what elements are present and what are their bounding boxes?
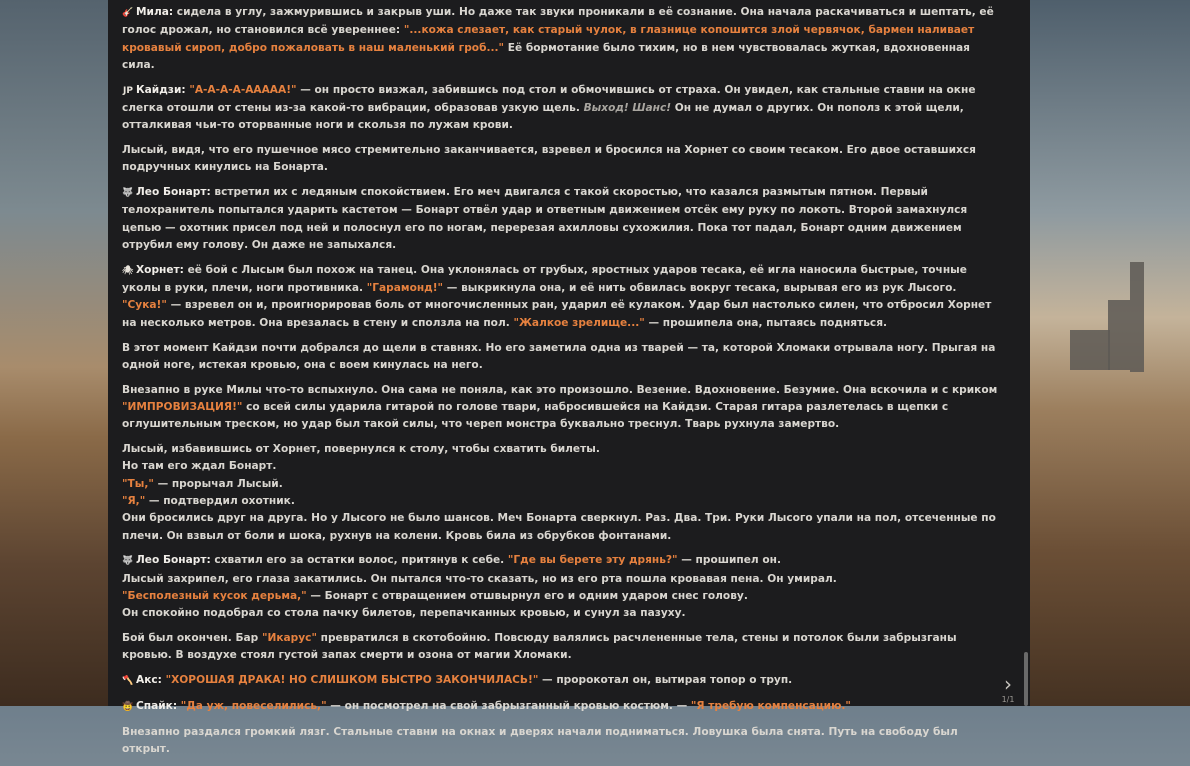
narration-text: — он просто визжал, забившись под стол и обмочившись от страха. Он увидел, как стальные ставни на окне слегка отошли от стены из-за какой-то вибрации, образовав узкую щель. — [122, 83, 976, 114]
story-text — [122, 4, 1002, 766]
narration-text: Внезапно раздался громкий лязг. Стальные ставни на окнах и дверях начали подниматься. Ловушка была снята. Путь на свободу был открыт. — [122, 725, 958, 755]
story-paragraph — [122, 340, 1002, 375]
paragraph-line — [122, 493, 1002, 510]
paragraph-line — [122, 698, 1002, 716]
guitar-icon: 🎸 — [122, 8, 134, 18]
story-paragraph — [122, 382, 1002, 434]
ruin-wall — [1108, 300, 1130, 370]
background-right — [1030, 0, 1190, 706]
thought-text: Выход! Шанс! — [583, 101, 672, 114]
speaker-name: Мила: — [136, 6, 174, 18]
paragraph-line — [122, 630, 1002, 665]
cowboy-icon: 🤠 — [122, 701, 134, 712]
spider-icon: 🕷 — [122, 265, 134, 276]
wolf-icon: 🐺 — [122, 556, 134, 567]
narration-text: Они бросились друг на друга. Но у Лысого не было шансов. Меч Бонарта сверкнул. Раз. Два. Три. Руки Лысого упали на пол, отсеченные по плечи. Он взвыл от боли и шока, рухнув на колени. Кровь била из обрубков фонтанами. — [122, 512, 996, 542]
paragraph-line — [122, 142, 1002, 177]
dialogue-quote: "А-А-А-А-ААААА!" — [189, 83, 297, 96]
narration-text: Лысый, видя, что его пушечное мясо стремительно заканчивается, взревел и бросился на Хорнет со своим тесаком. Его двое оставшихся подручных кинулись на Бонарта. — [122, 144, 976, 174]
next-page-arrow-icon[interactable]: › — [1004, 672, 1012, 696]
speaker-name: Кайдзи: — [136, 83, 186, 96]
narration-text: — прошипела она, пытаясь подняться. — [644, 316, 888, 329]
speaker-name: Акс: — [136, 674, 162, 687]
dialogue-quote: "ХОРОШАЯ ДРАКА! НО СЛИШКОМ БЫСТРО ЗАКОНЧИЛАСЬ!" — [165, 674, 539, 687]
ruin-tower — [1130, 262, 1144, 372]
story-paragraph — [122, 142, 1002, 177]
story-paragraph — [122, 630, 1002, 665]
narration-text: сидела в углу, зажмурившись и закрыв уши. Но даже так звуки проникали в её сознание. Она начала раскачиваться и шептать, её голос дрожал, но становился всё увереннее: — [122, 6, 994, 37]
speaker-name: Хорнет: — [136, 263, 184, 276]
dialogue-quote: "Я," — [122, 494, 146, 507]
paragraph-line — [122, 184, 1002, 254]
narration-text: — он посмотрел на свой забрызганный кровью костюм. — — [326, 699, 691, 712]
paragraph-line — [122, 552, 1002, 570]
speaker-name: Лео Бонарт: — [136, 186, 211, 199]
scrollbar[interactable] — [1022, 0, 1030, 706]
scrollbar-thumb[interactable] — [1024, 652, 1028, 706]
story-paragraph — [122, 441, 1002, 545]
narration-text: Лысый захрипел, его глаза закатились. Он пытался что-то сказать, но из его рта пошла кровавая пена. Он умирал. — [122, 572, 837, 585]
narration-text: В этот момент Кайдзи почти добрался до щели в ставнях. Но его заметила одна из тварей — та, которой Хломаки отрывала ногу. Прыгая на одной ноге, истекая кровью, она с воем кинулась на него. — [122, 341, 996, 371]
wolf-icon: 🐺 — [122, 188, 134, 199]
narration-text: — Бонарт с отвращением отшвырнул его и одним ударом снес голову. — [306, 589, 748, 602]
narration-text: — прошипел он. — [677, 554, 781, 567]
jp-icon: JP — [123, 85, 133, 96]
axe-icon: 🪓 — [122, 676, 134, 687]
story-panel — [108, 0, 1030, 755]
narration-text: Но там его ждал Бонарт. — [122, 460, 277, 473]
story-paragraph — [122, 184, 1002, 254]
dialogue-quote: "ИМПРОВИЗАЦИЯ!" — [122, 400, 243, 413]
paragraph-line — [122, 441, 1002, 458]
narration-text: — пророкотал он, вытирая топор о труп. — [538, 674, 793, 687]
narration-text: Её бормотание было тихим, но в нем чувствовалась жуткая, вдохновенная сила. — [122, 41, 970, 71]
paragraph-line — [122, 297, 1002, 332]
paragraph-line — [122, 605, 1002, 622]
dialogue-quote: "Жалкое зрелище..." — [513, 316, 645, 329]
narration-text: Внезапно в руке Милы что-то вспыхнуло. Она сама не поняла, как это произошло. Везение. Вдохновение. Безумие. Она вскочила и с криком — [122, 383, 998, 396]
background-left — [0, 0, 108, 706]
dialogue-quote: "Бесполезный кусок дерьма," — [122, 589, 307, 602]
paragraph-line — [122, 571, 1002, 588]
paragraph-line — [122, 4, 1002, 74]
narration-text: со всей силы ударила гитарой по голове твари, набросившейся на Кайдзи. Старая гитара разлетелась в щепки с оглушительным треском, но удар был такой силы, что череп монстра буквально треснул. Тварь рухнула замертво. — [122, 400, 949, 431]
narration-text: Бой был окончен. Бар — [122, 632, 262, 644]
narration-text: — выкрикнула она, и её нить обвилась вокруг тесака, вырывая его из рук Лысого. — [443, 282, 957, 295]
paragraph-line — [122, 382, 1002, 434]
paragraph-line — [122, 672, 1002, 690]
paragraph-line — [122, 262, 1002, 298]
paragraph-line — [122, 340, 1002, 375]
story-paragraph — [122, 672, 1002, 690]
dialogue-quote: "Да уж, повеселились," — [180, 699, 327, 712]
dialogue-quote: "Где вы берете эту дрянь?" — [507, 554, 678, 567]
speaker-name: Лео Бонарт: — [136, 554, 211, 567]
dialogue-quote: "Икарус" — [261, 632, 317, 644]
narration-text: Он спокойно подобрал со стола пачку билетов, перепачканных кровью, и сунул за пазуху. — [122, 607, 686, 620]
narration-text: — прорычал Лысый. — [153, 477, 283, 490]
narration-text: Он не думал о других. Он пополз к этой щели, отталкивая чьи-то оторванные ноги и скользя по лужам крови. — [122, 101, 964, 132]
page-indicator: 1/1 — [1001, 695, 1015, 704]
dialogue-quote: "Я требую компенсацию." — [690, 699, 851, 712]
story-paragraph — [122, 262, 1002, 332]
dialogue-quote: "Сука!" — [122, 299, 167, 312]
story-paragraph — [122, 698, 1002, 716]
paragraph-line — [122, 510, 1002, 545]
story-paragraph — [122, 4, 1002, 74]
narration-text: схватил его за остатки волос, притянув к себе. — [210, 554, 508, 567]
dialogue-quote: "Гарамонд!" — [366, 282, 444, 295]
paragraph-line — [122, 82, 1002, 135]
paragraph-line — [122, 724, 1002, 759]
paragraph-line — [122, 588, 1002, 605]
narration-text: её бой с Лысым был похож на танец. Она уклонялась от грубых, яростных ударов тесака, её игла наносила быстрые, точные уколы в руки, плечи, ноги противника. — [122, 263, 967, 295]
story-paragraph — [122, 724, 1002, 759]
narration-text: превратился в скотобойню. Повсюду валялись расчлененные тела, стены и потолок были забрызганы кровью. В воздухе стоял густой запах смерти и озона от магии Хломаки. — [122, 632, 957, 662]
paragraph-line — [122, 458, 1002, 475]
story-paragraph — [122, 552, 1002, 622]
dialogue-quote: "...кожа слезает, как старый чулок, в глазнице копошится злой червячок, бармен наливает кровавый сироп, добро пожаловать в наш маленький гроб..." — [122, 24, 975, 54]
paragraph-line — [122, 476, 1002, 493]
narration-text: — подтвердил охотник. — [145, 494, 295, 507]
speaker-name: Спайк: — [136, 699, 178, 712]
narration-text: — взревел он и, проигнорировав боль от многочисленных ран, ударил её кулаком. Удар был настолько силен, что отбросил Хорнет на несколько метров. Она врезалась в стену и сползла на пол. — [122, 299, 992, 329]
ruin-block — [1070, 330, 1110, 370]
narration-text: Лысый, избавившись от Хорнет, повернулся к столу, чтобы схватить билеты. — [122, 443, 600, 456]
story-paragraph — [122, 82, 1002, 135]
dialogue-quote: "Ты," — [122, 477, 154, 490]
narration-text: встретил их с ледяным спокойствием. Его меч двигался с такой скоростью, что казался размытым пятном. Первый телохранитель попытался ударить кастетом — Бонарт отвёл удар и ответным движением отсёк ему руку по локоть. Второй замахнулся цепью — охотник присел под ней и полоснул его по ногам, перерезая ахилловы сухожилия. Пока тот падал, Бонарт одним движением отрубил ему голову. Он даже не запыхался. — [122, 186, 968, 252]
